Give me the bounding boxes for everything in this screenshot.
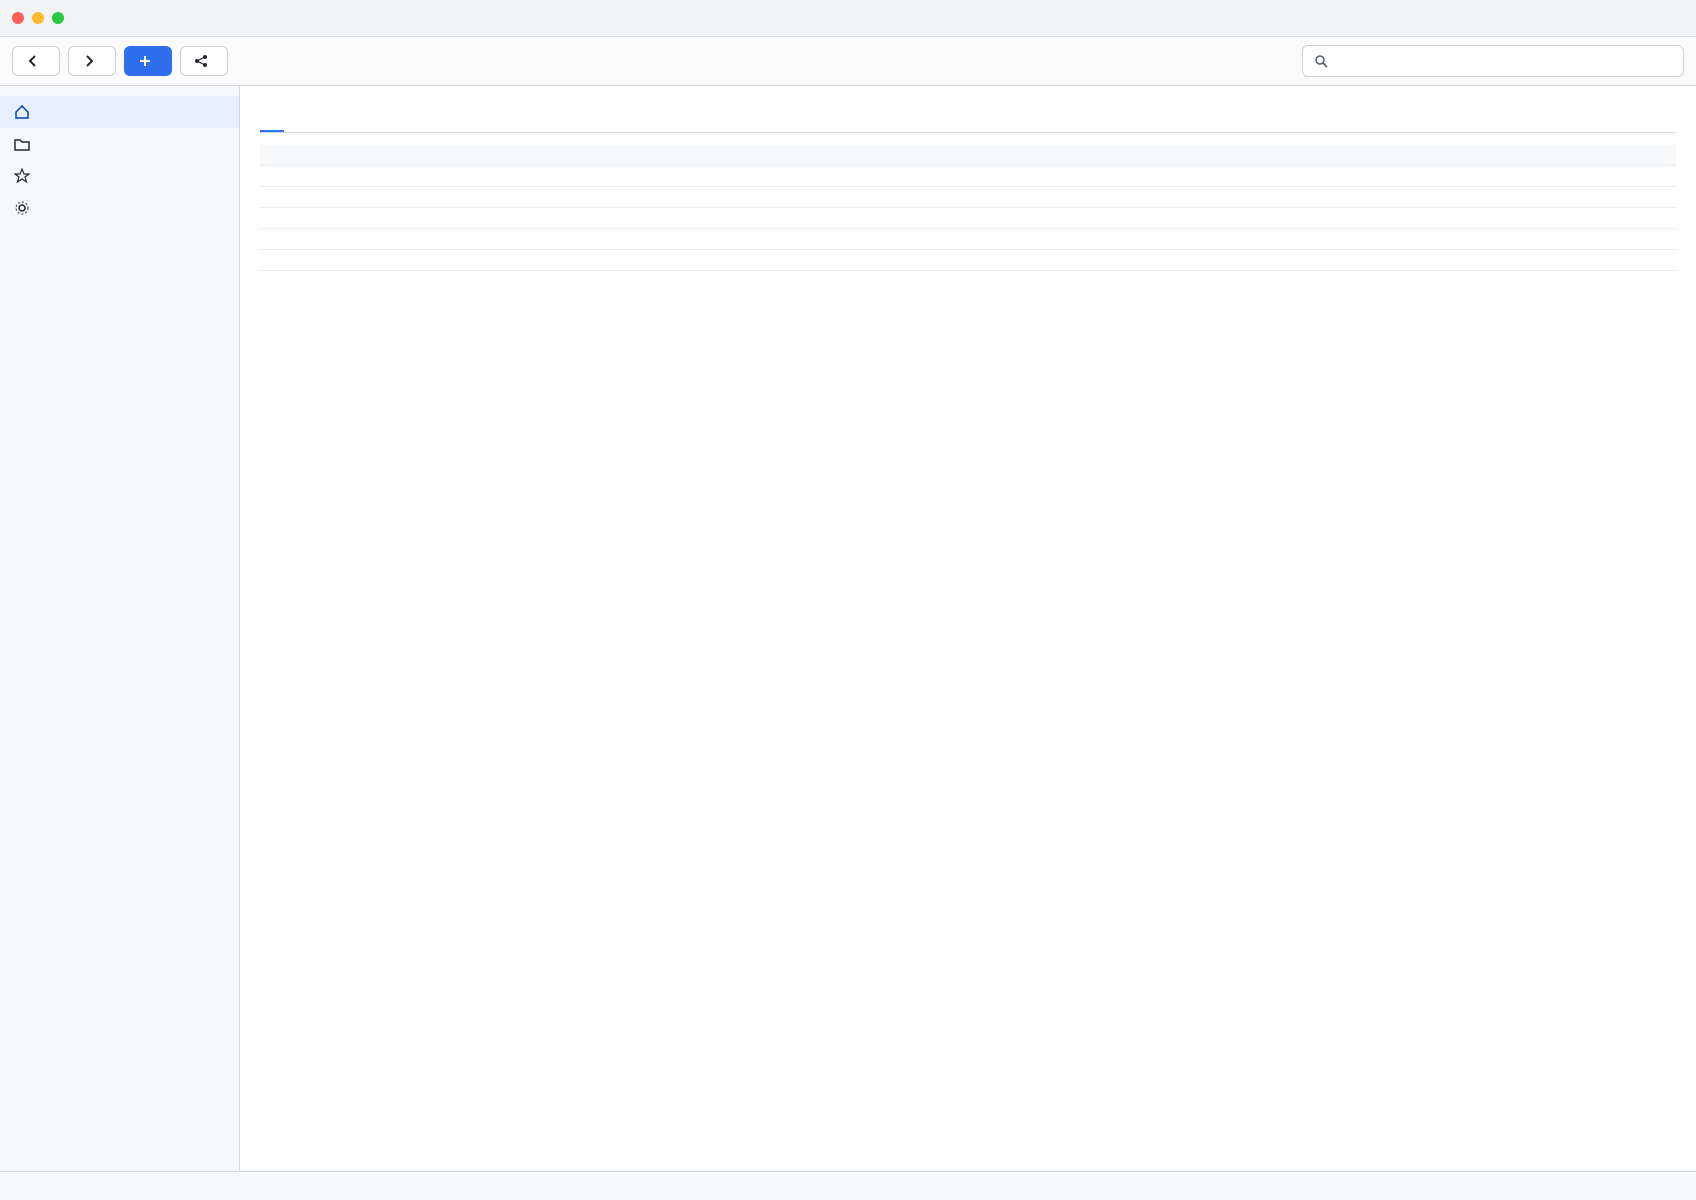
sidebar-item-folders[interactable] — [0, 128, 239, 160]
column-header[interactable] — [968, 145, 1322, 166]
close-window-button[interactable] — [12, 12, 24, 24]
title-bar — [0, 0, 1696, 37]
tab-2[interactable] — [288, 114, 312, 132]
home-icon — [14, 104, 30, 120]
forward-button[interactable] — [68, 46, 116, 76]
star-icon — [14, 168, 30, 184]
table-cell — [614, 250, 968, 271]
status-bar — [0, 1171, 1696, 1200]
table-cell — [614, 187, 968, 208]
tab-bar — [260, 114, 1676, 133]
table-cell — [260, 166, 614, 187]
table-row[interactable] — [260, 208, 1676, 229]
minimize-window-button[interactable] — [32, 12, 44, 24]
new-button[interactable] — [124, 46, 172, 76]
sidebar — [0, 86, 240, 1171]
app-body — [0, 86, 1696, 1171]
table-cell — [260, 208, 614, 229]
window-controls — [12, 12, 64, 24]
toolbar — [0, 37, 1696, 86]
share-icon — [193, 53, 209, 69]
folder-icon — [14, 136, 30, 152]
search-box[interactable] — [1302, 45, 1684, 77]
settings-icon — [14, 200, 30, 216]
table-cell — [968, 229, 1322, 250]
column-header[interactable] — [614, 145, 968, 166]
search-input[interactable] — [1335, 52, 1673, 70]
table-row[interactable] — [260, 250, 1676, 271]
search-icon — [1313, 53, 1329, 69]
maximize-window-button[interactable] — [52, 12, 64, 24]
table-cell — [968, 166, 1322, 187]
table-cell — [1322, 229, 1676, 250]
table-cell — [614, 166, 968, 187]
table-cell — [260, 187, 614, 208]
table-row[interactable] — [260, 166, 1676, 187]
table-cell — [614, 208, 968, 229]
table-cell — [968, 187, 1322, 208]
table-cell — [968, 208, 1322, 229]
column-header[interactable] — [1322, 145, 1676, 166]
tab-3[interactable] — [316, 114, 340, 132]
table-row[interactable] — [260, 187, 1676, 208]
main-content — [240, 86, 1696, 1171]
table-cell — [968, 250, 1322, 271]
table-cell — [1322, 250, 1676, 271]
share-button[interactable] — [180, 46, 228, 76]
data-table — [260, 145, 1676, 271]
table-cell — [1322, 166, 1676, 187]
table-cell — [1322, 208, 1676, 229]
table-cell — [614, 229, 968, 250]
table-cell — [260, 250, 614, 271]
sidebar-item-settings[interactable] — [0, 192, 239, 224]
sidebar-item-home[interactable] — [0, 96, 239, 128]
table-cell — [1322, 187, 1676, 208]
chevron-left-icon — [25, 53, 41, 69]
back-button[interactable] — [12, 46, 60, 76]
table-cell — [260, 229, 614, 250]
table-header-row — [260, 145, 1676, 166]
plus-icon — [137, 53, 153, 69]
tab-1[interactable] — [260, 114, 284, 132]
chevron-right-icon — [81, 53, 97, 69]
column-header[interactable] — [260, 145, 614, 166]
sidebar-item-starred[interactable] — [0, 160, 239, 192]
table-row[interactable] — [260, 229, 1676, 250]
